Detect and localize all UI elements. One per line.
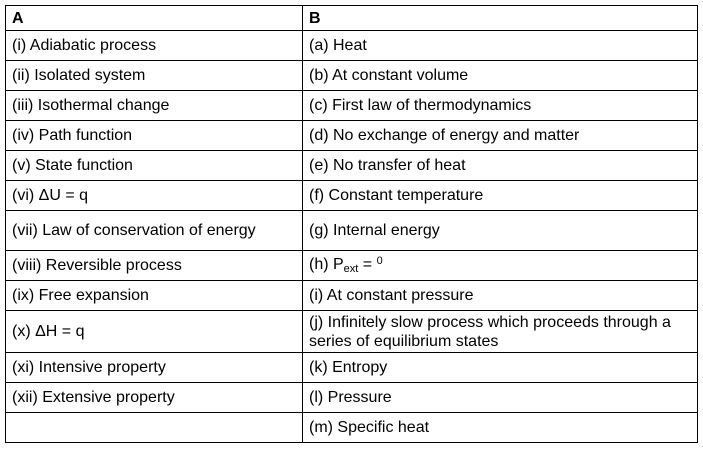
table-row xyxy=(6,121,698,151)
table-row xyxy=(6,211,698,251)
cell-a: (x) ΔH = q xyxy=(6,311,303,353)
table-row xyxy=(6,353,698,383)
cell-b-subscript: ext xyxy=(343,263,359,275)
cell-a: (vii) Law of conservation of energy xyxy=(6,211,303,251)
column-b-header: B xyxy=(303,6,698,31)
cell-b: (e) No transfer of heat xyxy=(303,151,698,181)
column-a-header: A xyxy=(6,6,303,31)
cell-a: (i) Adiabatic process xyxy=(6,31,303,61)
cell-a: (v) State function xyxy=(6,151,303,181)
cell-a: (viii) Reversible process xyxy=(6,251,303,281)
cell-b-superscript: 0 xyxy=(376,255,383,267)
table-row xyxy=(6,311,698,353)
table-row xyxy=(6,383,698,413)
table-row xyxy=(6,413,698,443)
table-row xyxy=(6,31,698,61)
cell-b: (b) At constant volume xyxy=(303,61,698,91)
cell-a: (iii) Isothermal change xyxy=(6,91,303,121)
cell-a: (iv) Path function xyxy=(6,121,303,151)
matching-table xyxy=(5,5,698,443)
cell-b: (i) At constant pressure xyxy=(303,281,698,311)
cell-a: (vi) ΔU = q xyxy=(6,181,303,211)
cell-b: (k) Entropy xyxy=(303,353,698,383)
cell-a xyxy=(6,413,303,443)
table-row xyxy=(6,181,698,211)
cell-b: (d) No exchange of energy and matter xyxy=(303,121,698,151)
cell-b: (m) Specific heat xyxy=(303,413,698,443)
cell-b: (j) Infinitely slow process which proceeds through a series of equilibrium states xyxy=(303,311,698,353)
cell-a: (ix) Free expansion xyxy=(6,281,303,311)
table-header-row xyxy=(6,6,698,31)
cell-b: (c) First law of thermodynamics xyxy=(303,91,698,121)
table-row xyxy=(6,91,698,121)
cell-b: (a) Heat xyxy=(303,31,698,61)
table-row xyxy=(6,151,698,181)
cell-b: (g) Internal energy xyxy=(303,211,698,251)
cell-b-prefix: (h) P xyxy=(309,256,344,273)
cell-b xyxy=(303,251,698,281)
cell-a: (xi) Intensive property xyxy=(6,353,303,383)
cell-a: (xii) Extensive property xyxy=(6,383,303,413)
table-row xyxy=(6,251,698,281)
cell-b: (f) Constant temperature xyxy=(303,181,698,211)
table-row xyxy=(6,61,698,91)
cell-b: (l) Pressure xyxy=(303,383,698,413)
table-row xyxy=(6,281,698,311)
cell-a: (ii) Isolated system xyxy=(6,61,303,91)
cell-b-equals: = xyxy=(358,256,377,273)
